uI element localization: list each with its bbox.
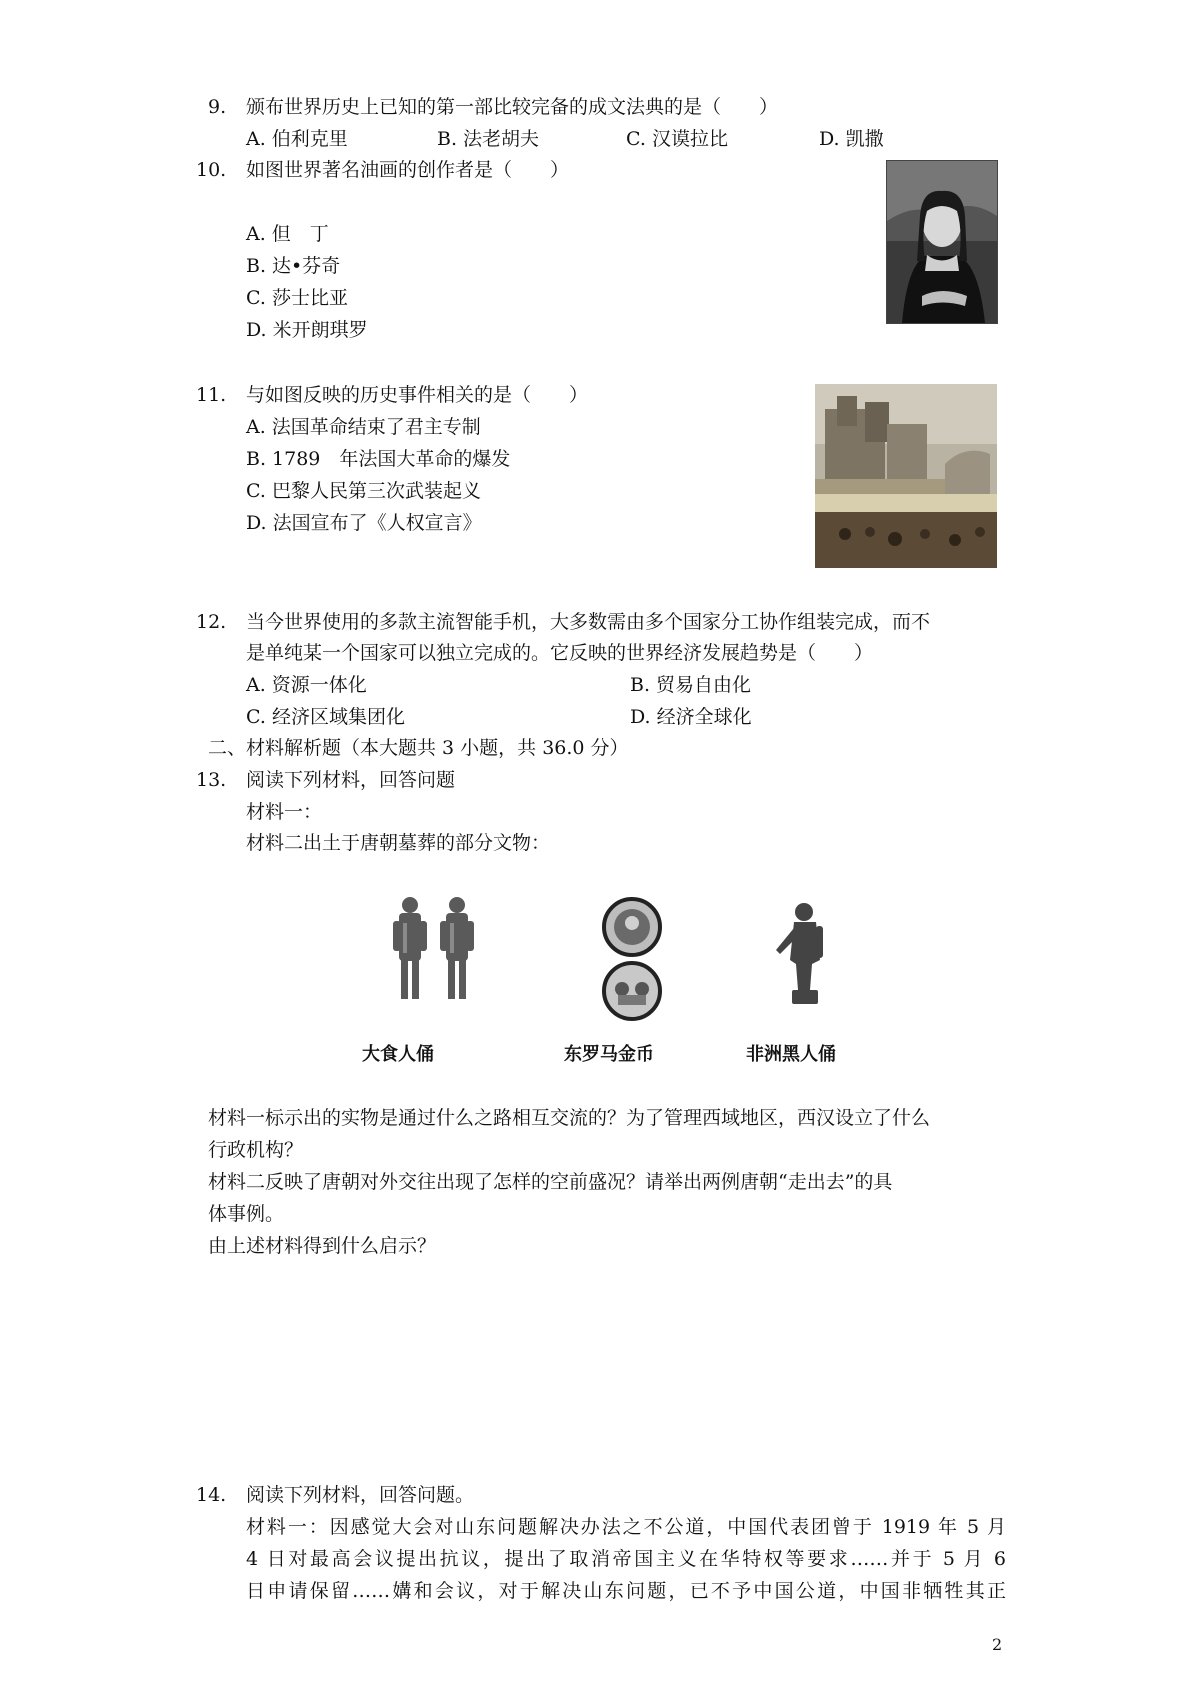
q9-option-d: D. 凯撒 bbox=[819, 128, 884, 150]
q12-stem-line1 bbox=[196, 610, 930, 634]
q12-option-a: A. 资源一体化 bbox=[246, 674, 367, 696]
q10-stem bbox=[196, 158, 569, 182]
q10-option-b: B. 达•芬奇 bbox=[246, 255, 341, 277]
q13-question-2b: 体事例。 bbox=[208, 1203, 285, 1225]
q13-material2-label: 材料二出土于唐朝墓葬的部分文物： bbox=[246, 832, 551, 854]
q10-option-d: D. 米开朗琪罗 bbox=[246, 319, 368, 341]
q10-text: 如图世界著名油画的创作者是（ ） bbox=[246, 159, 570, 181]
q14-material-line3: 日申请保留……媾和会议，对于解决山东问题，已不予中国公道，中国非牺牲其正 bbox=[246, 1580, 1006, 1602]
q12-text-line2: 是单纯某一个国家可以独立完成的。它反映的世界经济发展趋势是（ ） bbox=[246, 642, 874, 664]
mona-lisa-figure bbox=[887, 161, 997, 323]
bastille-painting bbox=[815, 384, 997, 568]
q11-stem bbox=[196, 383, 588, 407]
q9-option-b: B. 法老胡夫 bbox=[437, 128, 540, 150]
caption-byzantine-coin: 东罗马金币 bbox=[564, 1044, 654, 1065]
q10-option-a: A. 但 丁 bbox=[246, 223, 329, 245]
q13-question-1b: 行政机构？ bbox=[208, 1139, 304, 1161]
caption-african-figurine: 非洲黑人俑 bbox=[746, 1044, 836, 1065]
q13-question-3: 由上述材料得到什么启示？ bbox=[208, 1235, 437, 1257]
caption-arab-figurines: 大食人俑 bbox=[362, 1044, 434, 1065]
q9-option-c: C. 汉谟拉比 bbox=[626, 128, 728, 150]
q9-text: 颁布世界历史上已知的第一部比较完备的成文法典的是（ ） bbox=[246, 96, 779, 118]
q11-text: 与如图反映的历史事件相关的是（ ） bbox=[246, 384, 589, 406]
q12-option-b: B. 贸易自由化 bbox=[630, 674, 752, 696]
byzantine-coins-image bbox=[592, 895, 672, 1025]
bastille-scene bbox=[815, 384, 997, 568]
q13-material1-label: 材料一： bbox=[246, 801, 323, 823]
q9-number: 9. bbox=[208, 96, 227, 118]
q11-option-d: D. 法国宣布了《人权宣言》 bbox=[246, 512, 482, 534]
q13-number: 13. bbox=[196, 769, 227, 791]
q9-stem bbox=[208, 95, 778, 119]
q10-option-c: C. 莎士比亚 bbox=[246, 287, 348, 309]
q14-material-line2: 4 日对最高会议提出抗议，提出了取消帝国主义在华特权等要求……并于 5 月 6 bbox=[246, 1548, 1006, 1570]
q9-option-a: A. 伯利克里 bbox=[246, 128, 348, 150]
q13-text: 阅读下列材料，回答问题 bbox=[246, 769, 456, 791]
q13-question-1a: 材料一标示出的实物是通过什么之路相互交流的？为了管理西域地区，西汉设立了什么 bbox=[208, 1107, 931, 1129]
q11-option-b: B. 1789 年法国大革命的爆发 bbox=[246, 448, 511, 470]
q11-number: 11. bbox=[196, 384, 227, 406]
q13-question-2a: 材料二反映了唐朝对外交往出现了怎样的空前盛况？请举出两例唐朝“走出去”的具 bbox=[208, 1171, 893, 1193]
arab-figurines-image bbox=[385, 893, 485, 1013]
q12-text-line1: 当今世界使用的多款主流智能手机，大多数需由多个国家分工协作组装完成，而不 bbox=[246, 611, 931, 633]
african-figurine-image bbox=[768, 900, 838, 1010]
q12-option-d: D. 经济全球化 bbox=[630, 706, 752, 728]
q13-stem bbox=[196, 768, 455, 792]
q10-number: 10. bbox=[196, 159, 227, 181]
q14-text: 阅读下列材料，回答问题。 bbox=[246, 1484, 475, 1506]
section-heading: 二、材料解析题（本大题共 3 小题，共 36.0 分） bbox=[208, 737, 629, 759]
q14-material-line1: 材料一：因感觉大会对山东问题解决办法之不公道，中国代表团曾于 1919 年 5 月 bbox=[246, 1516, 1006, 1538]
mona-lisa-painting bbox=[886, 160, 998, 324]
q12-option-c: C. 经济区域集团化 bbox=[246, 706, 405, 728]
q11-option-c: C. 巴黎人民第三次武装起义 bbox=[246, 480, 481, 502]
q11-option-a: A. 法国革命结束了君主专制 bbox=[246, 416, 481, 438]
page-number: 2 bbox=[992, 1635, 1003, 1654]
q14-stem bbox=[196, 1483, 474, 1507]
q12-number: 12. bbox=[196, 611, 227, 633]
q14-number: 14. bbox=[196, 1484, 227, 1506]
